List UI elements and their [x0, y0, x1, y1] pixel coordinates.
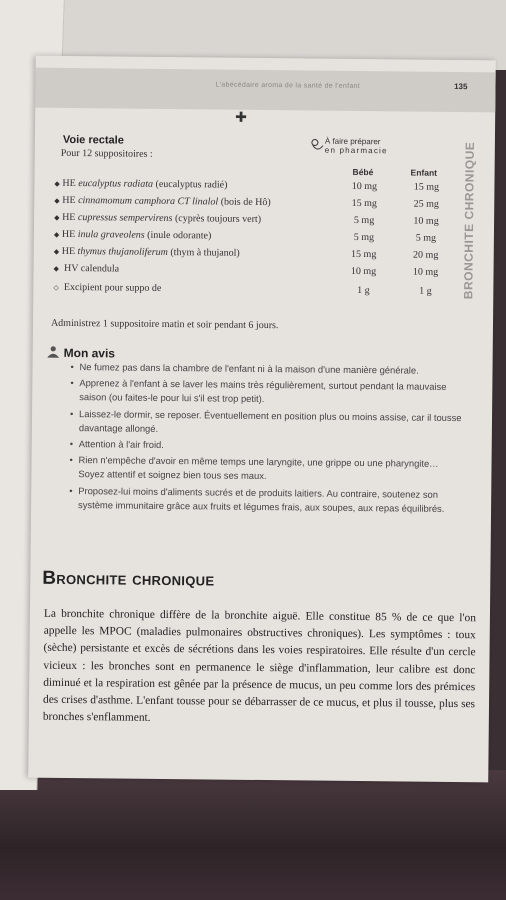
row-common: (eucalyptus radié) [155, 178, 228, 191]
person-icon [47, 346, 60, 358]
dose-enfant: 15 mg [413, 181, 440, 193]
dose-bebe: 1 g [357, 284, 370, 297]
list-item: • Ne fumez pas dans la chambre de l'enfant ni à la maison d'une manière générale. [70, 360, 465, 378]
dose-bebe: 15 mg [351, 248, 377, 261]
row-common: (thym à thujanol) [170, 247, 240, 259]
dose-enfant: 20 mg [413, 249, 439, 261]
recipe-subtitle: Pour 12 suppositoires : [60, 147, 153, 160]
dose-enfant: 1 g [419, 285, 432, 297]
list-item: • Apprenez à l'enfant à se laver les mains très régulièrement, surtout pendant la mauvaise saison (ou faites-le pour lui s'il est trop petit). [70, 376, 465, 409]
avis-list [69, 360, 466, 518]
section-marker: ✚ [235, 109, 247, 126]
side-tab-label: BRONCHITE CHRONIQUE [461, 141, 477, 299]
row-common: (inule odorante) [147, 229, 212, 242]
chapter-body: La bronchite chronique diffère de la bronchite aiguë. Elle constitue 85 % de ce que l'on appelle les MPOC (maladies pulmonaires obstructives chroniques). Les symptômes : toux (sèche) persistante et excès de sécrétions dans les voies respiratoires. Elle résulte d'un cercle vicieux : les bronches sont en permanence le siège d'inflammation, leur calibre est donc diminué et la respiration est gênée par la présence de mucus, un peu comme lors des prémices des crises d'asthme. L'enfant tousse pour se débarrasser de ce mucus, et plus il tousse, plus ses bronches s'enflamment. [42, 607, 476, 725]
dose-enfant: 10 mg [412, 266, 439, 278]
row-prefix: HE [62, 177, 76, 190]
avis-heading [47, 346, 116, 361]
recipe-row [53, 281, 432, 303]
recipe-title: Voie rectale [62, 133, 124, 147]
pharmacy-note-line2: en pharmacie [324, 145, 388, 156]
row-common: Excipient pour suppo de [63, 281, 162, 294]
dose-bebe: 5 mg [353, 231, 375, 244]
row-prefix: HE [62, 211, 76, 224]
row-prefix: HE [61, 228, 76, 241]
header-band [35, 68, 495, 113]
dose-enfant: 10 mg [413, 215, 439, 227]
list-item: • Proposez-lui moins d'aliments sucrés et de produits laitiers. Au contraire, soutenez son système immunitaire grâce aux fruits et légumes frais, aux soupes, aux repas équilibrés. [69, 484, 464, 517]
dose-enfant: 5 mg [415, 232, 437, 244]
row-latin: thymus thujanoliferum [77, 246, 168, 259]
row-latin: cupressus sempervirens [77, 212, 173, 225]
page-number: 135 [454, 81, 468, 92]
row-common: (cyprès toujours vert) [174, 213, 262, 225]
bullet-icon: ◆ [53, 264, 59, 273]
drop-icon: ◇ [53, 283, 59, 292]
bullet-icon: ◆ [53, 230, 60, 239]
pharmacy-note-line1: À faire préparer [324, 136, 381, 147]
row-latin: inula graveolens [77, 229, 145, 241]
bullet-icon: ◆ [54, 213, 60, 222]
avis-title: Mon avis [63, 345, 116, 361]
chapter-title: Bronchite chronique [42, 567, 215, 591]
row-latin: eucalyptus radiata [78, 178, 154, 190]
recipe-row [53, 262, 439, 284]
running-head: L'abécédaire aroma de la santé de l'enfant [215, 81, 361, 91]
dosage-instruction: Administrez 1 suppositoire matin et soir pendant 6 jours. [50, 317, 279, 332]
list-item: • Attention à l'air froid. [70, 437, 465, 455]
column-header-bebe: Bébé [352, 166, 374, 178]
dose-enfant: 25 mg [413, 198, 439, 210]
row-prefix: HE [61, 245, 76, 258]
bullet-icon: ◆ [54, 196, 60, 205]
list-item: • Rien n'empêche d'avoir en même temps une laryngite, une grippe ou une pharyngite… Soyez attentif et soignez bien tous ses maux. [69, 453, 464, 486]
dose-bebe: 5 mg [353, 214, 375, 227]
row-prefix: HE [62, 194, 76, 207]
dose-bebe: 10 mg [350, 265, 377, 278]
background-fabric [0, 770, 506, 900]
row-common: HV calendula [64, 262, 120, 275]
bullet-icon: ◆ [53, 247, 60, 256]
row-common: (bois de Hô) [220, 196, 271, 209]
bullet-icon: ◆ [54, 179, 60, 188]
row-latin: cinnamomum camphora CT linalol [78, 195, 219, 208]
dose-bebe: 10 mg [351, 180, 378, 193]
book-page [28, 56, 496, 783]
list-item: • Laissez-le dormir, se reposer. Éventuellement en position plus ou moins assise, car il tousse davantage allongé. [70, 407, 465, 440]
pharmacy-icon [311, 138, 325, 152]
pharmacy-note [325, 137, 388, 156]
dose-bebe: 15 mg [351, 197, 377, 210]
column-header-enfant: Enfant [410, 167, 438, 178]
